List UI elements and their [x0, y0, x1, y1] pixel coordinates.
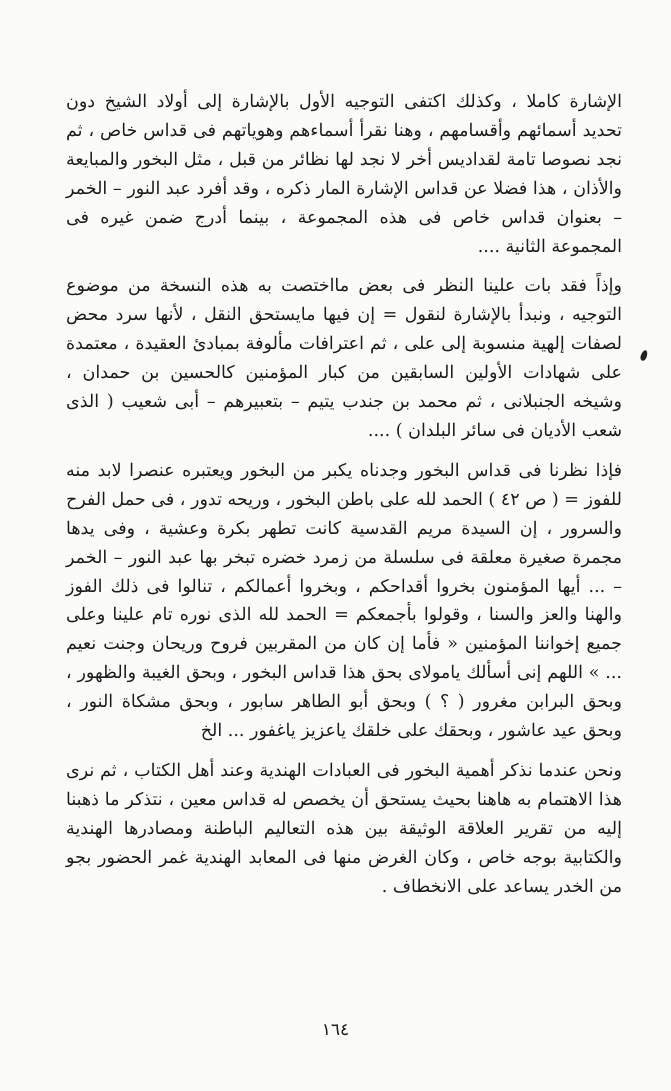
paragraph-4: ونحن عندما نذكر أهمية البخور فى العبادات الهندية وعند أهل الكتاب ، ثم نرى هذا الاهتمام به هاهنا بحيث يستحق أن يخصص له قداس معين ، نتذكر ما ذهبنا إليه من تقرير العلاقة الوثيقة بين هذه التعاليم الباطنة ومصادرها الهندية والكتابية بوجه خاص ، وكان الغرض منها فى المعابد الهندية غمر الحضور بجو من الخدر يساعد على الانخطاف . — [66, 760, 622, 897]
paragraph-2: وإذاً فقد بات علينا النظر فى بعض مااختصت به هذه النسخة من موضوع التوجيه ، ونبدأ بالإشارة لنقول = إن فيها مايستحق النقل ، لأنها سرد محض لصفات إلهية منسوبة إلى على ، ثم اعترافات مألوفة بمبادئ العقيدة ، معتمدة على شهادات الأولين السابقين من كبار المؤمنين كالحسين بن حمدان ، وشيخه الجنبلانى ، ثم محمد بن جندب يتيم – بتعبيرهم – أبى شعيب ( الذى شعب الأديان فى سائر البلدان ) .... — [66, 276, 622, 441]
paragraph-3: فإذا نظرنا فى قداس البخور وجدناه يكبر من البخور ويعتبره عنصرا لابد منه للفوز = ( ص ٤٢ ) الحمد لله على باطن البخور ، وريحه تدور ، فى حمل الفرح والسرور ، إن السيدة مريم القدسية كانت تطهر بكرة وعشية ، وفى يدها مجمرة صغيرة معلقة فى سلسلة من زمرد خضره تبخر بها عبد النور – الخمر – ... أيها المؤمنون بخروا أقداحكم ، وبخروا أعمالكم ، تنالوا فى ذلك الفوز والهنا والعز والسنا ، وقولوا بأجمعكم = الحمد لله الذى نوره تام علينا وعلى جميع إخواننا المؤمنين « فأما إن كان من المقربين فروح وريحان وجنت نعيم ... » اللهم إنى أسألك يامولاى بحق هذا قداس البخور ، وبحق الغيبة والظهور ، وبحق البرابن مغرور ( ؟ ) وبحق أبو الطاهر سابور ، وبحق مشكاة النور ، وبحق عيد عاشور ، وبحقك على خلقك ياعزيز ياغفور ... الخ — [65, 460, 622, 742]
page-number: ١٦٤ — [321, 1020, 350, 1040]
body-text — [66, 88, 622, 912]
ink-mark — [639, 349, 648, 361]
paragraph-1: الإشارة كاملا ، وكذلك اكتفى التوجيه الأول بالإشارة إلى أولاد الشيخ دون تحديد أسمائهم وأقسامهم ، وهنا نقرأ أسماءهم وهوياتهم فى قداس خاص ، ثم نجد نصوصا تامة لقداديس أخر لا نجد لها نظائر من قبل ، مثل البخور والمبايعة والأذان ، هذا فضلا عن قداس الإشارة المار ذكره ، وقد أفرد عبد النور – الخمر – بعنوان قداس خاص فى هذه المجموعة ، بينما أدرج ضمن غيره فى المجموعة الثانية .... — [66, 92, 622, 257]
